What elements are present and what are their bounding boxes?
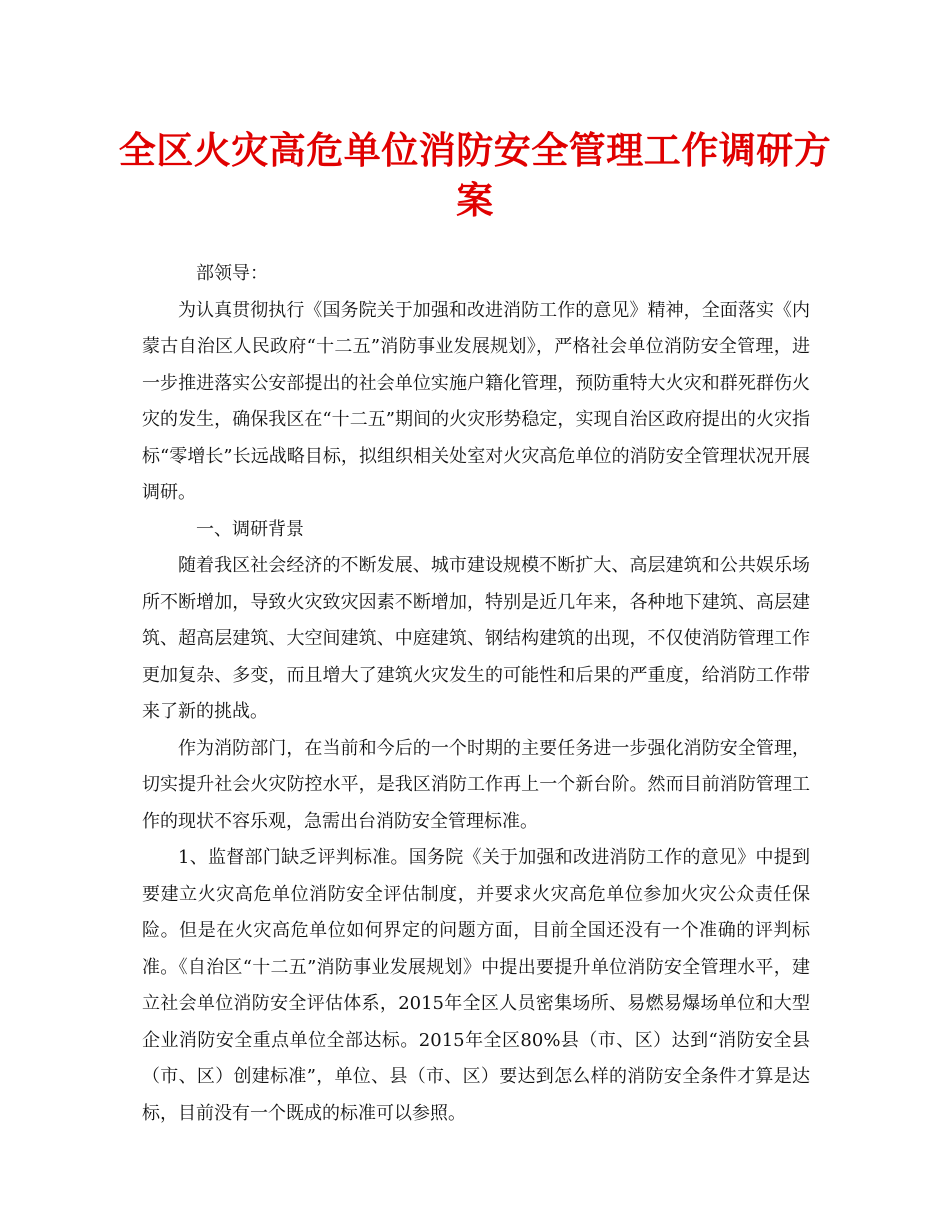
background-paragraph: 随着我区社会经济的不断发展、城市建设规模不断扩大、高层建筑和公共娱乐场所不断增加，导致火灾致灾因素不断增加，特别是近几年来，各种地下建筑、高层建筑、超高层建筑、大空间建筑、中庭建筑、钢结构建筑的出现，不仅使消防管理工作更加复杂、多变，而且增大了建筑火灾发生的可能性和后果的严重度，给消防工作带来了新的挑战。: [142, 555, 810, 722]
point-1-paragraph: 1、监督部门缺乏评判标准。国务院《关于加强和改进消防工作的意见》中提到要建立火灾高危单位消防安全评估制度，并要求火灾高危单位参加火灾公众责任保险。但是在火灾高危单位如何界定的问题方面，目前全国还没有一个准确的评判标准。《自治区“十二五”消防事业发展规划》中提出要提升单位消防安全管理水平，建立社会单位消防安全评估体系，2015年全区人员密集场所、易燃易爆场单位和大型企业消防安全重点单位全部达标。2015年全区80%县（市、区）达到“消防安全县（市、区）创建标准”，单位、县（市、区）要达到怎么样的消防安全条件才算是达标，目前没有一个既成的标准可以参照。: [142, 847, 810, 1124]
salutation: 部领导：: [196, 263, 268, 284]
task-paragraph: 作为消防部门，在当前和今后的一个时期的主要任务进一步强化消防安全管理，切实提升社会火灾防控水平，是我区消防工作再上一个新台阶。然而目前消防管理工作的现状不容乐观，急需出台消防安全管理标准。: [142, 737, 810, 832]
section-heading-background: 一、调研背景: [196, 518, 304, 540]
document-title: 全区火灾高危单位消防安全管理工作调研方案: [118, 129, 832, 222]
document-body: [142, 256, 810, 1132]
intro-paragraph: 为认真贯彻执行《国务院关于加强和改进消防工作的意见》精神，全面落实《内蒙古自治区人民政府“十二五”消防事业发展规划》，严格社会单位消防安全管理，进一步推进落实公安部提出的社会单位实施户籍化管理，预防重特大火灾和群死群伤火灾的发生，确保我区在“十二五”期间的火灾形势稳定，实现自治区政府提出的火灾指标“零增长”长远战略目标，拟组织相关处室对火灾高危单位的消防安全管理状况开展调研。: [142, 299, 810, 503]
